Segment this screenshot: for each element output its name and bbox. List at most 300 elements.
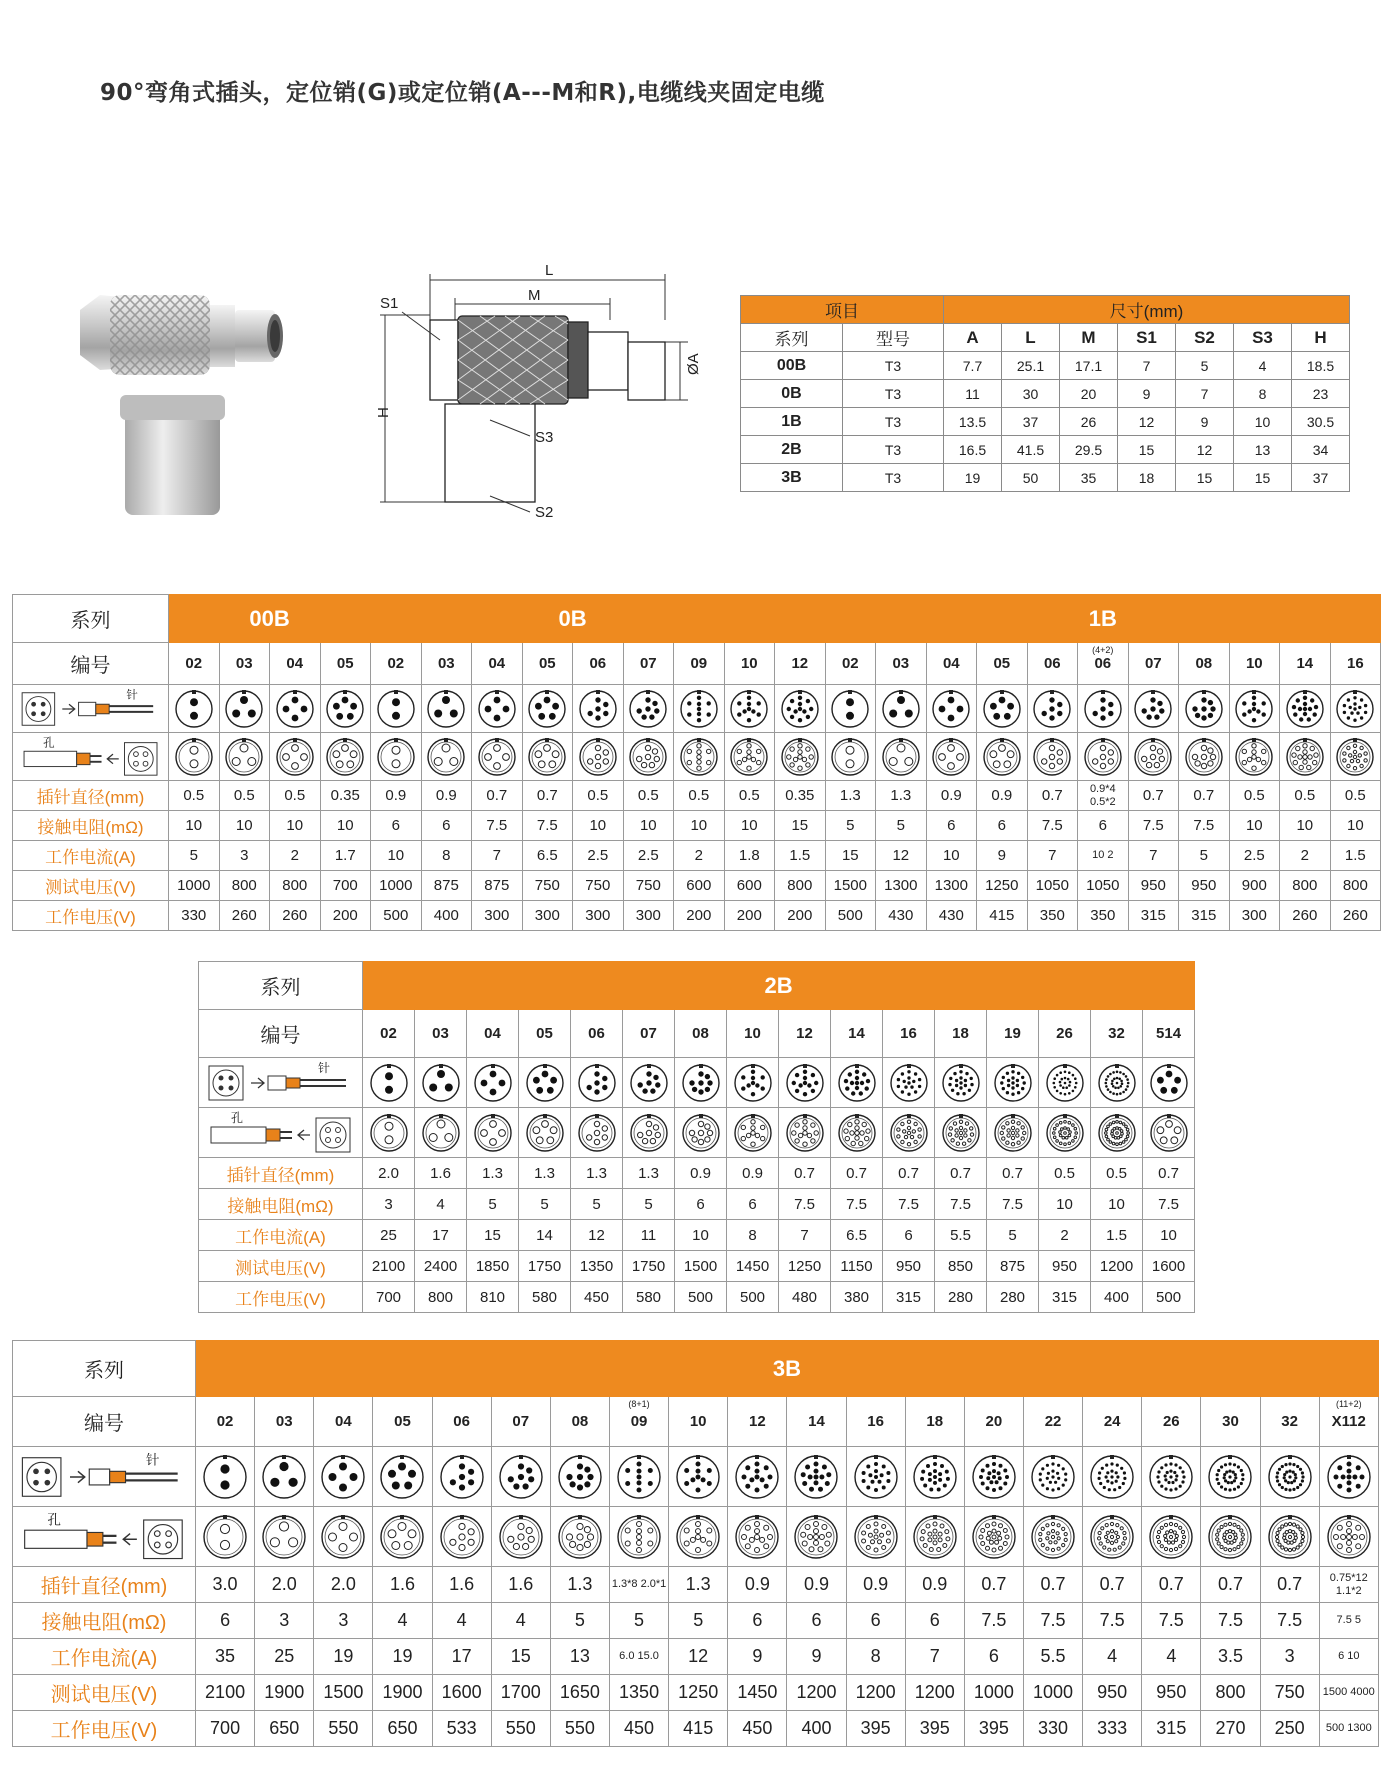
value-current: 7 — [1128, 841, 1179, 871]
pin-code-text: 04 — [942, 655, 960, 672]
pin-code-text: 04 — [488, 655, 506, 672]
pin-face-icon — [825, 685, 876, 733]
value-current: 2.5 — [1229, 841, 1280, 871]
value-test-voltage: 1150 — [831, 1251, 883, 1282]
pin-face-icon — [550, 1447, 609, 1507]
value-current: 1.5 — [1091, 1220, 1143, 1251]
value-current: 1.7 — [320, 841, 371, 871]
value-diameter: 0.5 — [1330, 781, 1381, 811]
dims-model: T3 — [843, 408, 944, 436]
hole-label: 孔 — [230, 1110, 243, 1125]
value-work-voltage: 500 — [825, 901, 876, 931]
value-work-voltage: 300 — [522, 901, 573, 931]
hole-face-icon — [674, 733, 725, 781]
value-resistance: 4 — [415, 1189, 467, 1220]
pin-face-icon — [831, 1058, 883, 1108]
value-current: 5 — [1179, 841, 1230, 871]
dims-series: 00B — [741, 352, 843, 380]
pin-face-icon — [964, 1447, 1023, 1507]
dims-value: 17.1 — [1060, 352, 1118, 380]
value-current: 8 — [846, 1639, 905, 1675]
value-work-voltage: 300 — [573, 901, 624, 931]
value-work-voltage: 315 — [1128, 901, 1179, 931]
pin-code — [728, 1397, 787, 1447]
value-diameter: 0.9 — [787, 1567, 846, 1603]
pin-code-text: 06 — [453, 1413, 470, 1430]
pin-code-text: 16 — [867, 1413, 884, 1430]
value-diameter: 2.0 — [363, 1158, 415, 1189]
value-resistance: 6 — [905, 1603, 964, 1639]
pin-code — [727, 1010, 779, 1058]
hole-face-icon — [883, 1108, 935, 1158]
value-diameter: 1.6 — [373, 1567, 432, 1603]
page-title: 90°弯角式插头，定位销(G)或定位销(A---M和R),电缆线夹固定电缆 — [100, 80, 825, 106]
value-current: 3 — [219, 841, 270, 871]
pin-code-text: 24 — [1103, 1413, 1121, 1430]
value-work-voltage: 260 — [1330, 901, 1381, 931]
value-work-voltage: 400 — [421, 901, 472, 931]
value-current: 2 — [674, 841, 725, 871]
dims-row — [741, 352, 1350, 380]
value-diameter: 0.7 — [779, 1158, 831, 1189]
value-diameter: 0.5 — [219, 781, 270, 811]
value-resistance: 7.5 — [1128, 811, 1179, 841]
value-test-voltage: 1850 — [467, 1251, 519, 1282]
value-test-voltage: 875 — [421, 871, 472, 901]
value-test-voltage: 800 — [775, 871, 826, 901]
value-resistance: 7.5 — [935, 1189, 987, 1220]
value-work-voltage: 300 — [623, 901, 674, 931]
pin-face-icon — [522, 685, 573, 733]
series-name — [775, 595, 826, 643]
value-resistance: 6 — [787, 1603, 846, 1639]
pin-code-text: 07 — [1144, 655, 1162, 672]
value-test-voltage: 1600 — [432, 1675, 491, 1711]
value-current: 4 — [1083, 1639, 1142, 1675]
pin-code-text: 05 — [336, 655, 354, 672]
pin-code-text: 06 — [1043, 655, 1061, 672]
pin-code — [831, 1010, 883, 1058]
value-current: 2 — [270, 841, 321, 871]
value-resistance: 10 — [573, 811, 624, 841]
pin-code-text: 32 — [1108, 1025, 1125, 1042]
hole-face-icon — [196, 1507, 255, 1567]
value-work-voltage: 315 — [1039, 1282, 1091, 1313]
value-current: 5 — [987, 1220, 1039, 1251]
hole-face-icon — [1023, 1507, 1082, 1567]
pin-face-icon — [775, 685, 826, 733]
hole-face-icon — [1330, 733, 1381, 781]
hole-face-icon — [1143, 1108, 1195, 1158]
pin-code — [373, 1397, 432, 1447]
hole-face-icon — [775, 733, 826, 781]
pin-code-text: 26 — [1056, 1025, 1073, 1042]
value-work-voltage: 260 — [219, 901, 270, 931]
hole-face-icon — [724, 733, 775, 781]
value-current: 7 — [1027, 841, 1078, 871]
hole-face-icon — [675, 1108, 727, 1158]
value-current: 5.5 — [935, 1220, 987, 1251]
value-current: 19 — [373, 1639, 432, 1675]
value-resistance: 7.5 — [964, 1603, 1023, 1639]
dims-value: 5 — [1176, 352, 1234, 380]
value-resistance: 6 — [421, 811, 472, 841]
value-current: 10 — [926, 841, 977, 871]
value-test-voltage: 1500 — [825, 871, 876, 901]
pin-face-icon — [1280, 685, 1331, 733]
value-work-voltage: 450 — [728, 1711, 787, 1747]
dims-value: 18 — [1118, 464, 1176, 492]
pin-code-text: 03 — [437, 655, 455, 672]
value-test-voltage: 750 — [522, 871, 573, 901]
value-diameter: 0.9 — [926, 781, 977, 811]
pin-code — [905, 1397, 964, 1447]
value-current: 2.5 — [623, 841, 674, 871]
row-label-current: 工作电流(A) — [13, 841, 169, 871]
value-work-voltage: 580 — [623, 1282, 675, 1313]
pin-code-text: 10 — [740, 655, 758, 672]
value-current: 6.5 — [522, 841, 573, 871]
value-diameter: 0.5 — [1280, 781, 1331, 811]
pin-face-icon — [727, 1058, 779, 1108]
pin-face-icon — [1229, 685, 1280, 733]
value-test-voltage: 1900 — [373, 1675, 432, 1711]
value-resistance: 6 — [728, 1603, 787, 1639]
value-test-voltage: 1000 — [1023, 1675, 1082, 1711]
value-test-voltage: 950 — [883, 1251, 935, 1282]
row-label-diameter: 插针直径(mm) — [13, 781, 169, 811]
code-label: 编号 — [13, 643, 169, 685]
value-resistance: 10 — [1229, 811, 1280, 841]
dims-col: H — [1292, 324, 1350, 352]
value-test-voltage: 950 — [1128, 871, 1179, 901]
value-resistance: 7.5 — [1201, 1603, 1260, 1639]
value-test-voltage: 1750 — [519, 1251, 571, 1282]
value-current: 2 — [1280, 841, 1331, 871]
dims-col: S2 — [1176, 324, 1234, 352]
pin-face-icon — [219, 685, 270, 733]
pin-face-icon — [623, 1058, 675, 1108]
value-resistance: 4 — [432, 1603, 491, 1639]
value-resistance: 3 — [314, 1603, 373, 1639]
hole-face-icon — [1083, 1507, 1142, 1567]
value-diameter: 0.5 — [270, 781, 321, 811]
pin-face-icon — [1023, 1447, 1082, 1507]
pin-code — [669, 1397, 728, 1447]
pin-code — [1143, 1010, 1195, 1058]
row-label-resistance: 接触电阻(mΩ) — [13, 811, 169, 841]
pin-face-icon — [787, 1447, 846, 1507]
hole-face-icon — [270, 733, 321, 781]
pin-face-icon — [255, 1447, 314, 1507]
dims-value: 30.5 — [1292, 408, 1350, 436]
dims-value: 29.5 — [1060, 436, 1118, 464]
value-diameter: 1.6 — [432, 1567, 491, 1603]
value-test-voltage: 700 — [320, 871, 371, 901]
value-work-voltage: 480 — [779, 1282, 831, 1313]
pin-code-text: 10 — [689, 1413, 707, 1430]
pin-code — [1027, 643, 1078, 685]
row-label-diameter: 插针直径(mm) — [13, 1567, 196, 1603]
value-work-voltage: 330 — [169, 901, 220, 931]
value-diameter: 0.9 — [675, 1158, 727, 1189]
pin-code — [472, 643, 523, 685]
pin-code-text: 18 — [926, 1413, 944, 1430]
value-test-voltage: 875 — [987, 1251, 1039, 1282]
value-test-voltage: 1700 — [491, 1675, 550, 1711]
value-work-voltage: 380 — [831, 1282, 883, 1313]
pin-code — [846, 1397, 905, 1447]
value-resistance: 4 — [373, 1603, 432, 1639]
pin-code — [623, 1010, 675, 1058]
pin-face-icon — [675, 1058, 727, 1108]
value-diameter: 0.7 — [987, 1158, 1039, 1189]
value-resistance: 10 — [1280, 811, 1331, 841]
dims-value: 41.5 — [1002, 436, 1060, 464]
pin-code — [1091, 1010, 1143, 1058]
pin-code — [674, 643, 725, 685]
dims-col: S1 — [1118, 324, 1176, 352]
pin-face-icon — [415, 1058, 467, 1108]
dims-col: L — [1002, 324, 1060, 352]
value-diameter: 0.9 — [727, 1158, 779, 1189]
value-test-voltage: 900 — [1229, 871, 1280, 901]
hole-face-icon — [421, 733, 472, 781]
pin-code-text: 10 — [744, 1025, 761, 1042]
dims-value: 35 — [1060, 464, 1118, 492]
value-diameter: 1.3 — [550, 1567, 609, 1603]
value-test-voltage: 1600 — [1143, 1251, 1195, 1282]
hole-label: 孔 — [42, 736, 55, 749]
value-test-voltage: 850 — [935, 1251, 987, 1282]
code-sup: (11+2) — [1335, 1399, 1362, 1409]
value-current: 7 — [779, 1220, 831, 1251]
value-work-voltage: 700 — [363, 1282, 415, 1313]
pin-code — [491, 1397, 550, 1447]
value-work-voltage: 650 — [255, 1711, 314, 1747]
value-test-voltage: 1200 — [787, 1675, 846, 1711]
value-current: 25 — [363, 1220, 415, 1251]
hole-face-icon — [363, 1108, 415, 1158]
pin-code — [1142, 1397, 1201, 1447]
pin-code-text: 14 — [808, 1413, 825, 1430]
hole-face-icon — [169, 733, 220, 781]
value-test-voltage: 1300 — [876, 871, 927, 901]
hole-face-icon — [314, 1507, 373, 1567]
pin-code — [935, 1010, 987, 1058]
value-test-voltage: 1350 — [609, 1675, 668, 1711]
hole-face-icon — [573, 733, 624, 781]
value-work-voltage: 550 — [550, 1711, 609, 1747]
pin-face-icon — [1091, 1058, 1143, 1108]
dims-value: 11 — [944, 380, 1002, 408]
pin-code — [519, 1010, 571, 1058]
pin-code — [1128, 643, 1179, 685]
value-resistance: 3 — [363, 1189, 415, 1220]
value-work-voltage: 500 — [371, 901, 422, 931]
value-diameter: 0.5 — [169, 781, 220, 811]
pin-code-text: 12 — [748, 1413, 766, 1430]
value-work-voltage: 333 — [1083, 1711, 1142, 1747]
value-current: 6.0 15.0 — [609, 1639, 668, 1675]
pin-face-icon — [1319, 1447, 1378, 1507]
value-diameter: 0.7 — [1128, 781, 1179, 811]
pin-face-icon — [728, 1447, 787, 1507]
pin-code-text: 19 — [1004, 1025, 1021, 1042]
pin-code-text: 04 — [335, 1413, 352, 1430]
pin-face-icon — [363, 1058, 415, 1108]
dims-value: 25.1 — [1002, 352, 1060, 380]
hole-face-icon — [1091, 1108, 1143, 1158]
pin-code — [609, 1397, 668, 1447]
dims-model: T3 — [843, 464, 944, 492]
pin-face-icon — [1201, 1447, 1260, 1507]
hole-face-icon — [371, 733, 422, 781]
hole-face-icon — [905, 1507, 964, 1567]
pin-code-text: 14 — [1296, 655, 1314, 672]
pin-face-icon — [987, 1058, 1039, 1108]
pin-face-icon — [1027, 685, 1078, 733]
dimensions-table — [740, 295, 1350, 492]
pin-code — [779, 1010, 831, 1058]
value-current: 6 10 — [1319, 1639, 1378, 1675]
pin-code — [432, 1397, 491, 1447]
pin-code-text: 03 — [235, 655, 253, 672]
value-resistance: 7.5 — [1142, 1603, 1201, 1639]
hole-face-icon — [1260, 1507, 1319, 1567]
pin-code — [724, 643, 775, 685]
value-current: 10 — [371, 841, 422, 871]
dims-col: A — [944, 324, 1002, 352]
series-name: 1B — [825, 595, 1381, 643]
pin-code-text: 20 — [985, 1413, 1003, 1430]
dims-row — [741, 436, 1350, 464]
value-test-voltage: 1200 — [1091, 1251, 1143, 1282]
row-label-work-voltage: 工作电压(V) — [199, 1282, 363, 1313]
value-work-voltage: 400 — [787, 1711, 846, 1747]
value-work-voltage: 550 — [314, 1711, 373, 1747]
value-resistance: 5 — [550, 1603, 609, 1639]
dims-col: S3 — [1234, 324, 1292, 352]
value-work-voltage: 200 — [674, 901, 725, 931]
pin-code — [987, 1010, 1039, 1058]
value-current: 17 — [432, 1639, 491, 1675]
dims-value: 13 — [1234, 436, 1292, 464]
hole-face-icon — [623, 1108, 675, 1158]
value-diameter: 0.7 — [472, 781, 523, 811]
label-S1: S1 — [380, 295, 399, 312]
value-resistance: 10 — [674, 811, 725, 841]
pin-code — [169, 643, 220, 685]
value-resistance: 10 — [1039, 1189, 1091, 1220]
value-work-voltage: 500 — [727, 1282, 779, 1313]
spec-table-3b — [12, 1340, 1379, 1747]
pin-code-text: 14 — [848, 1025, 865, 1042]
value-diameter: 0.7 — [831, 1158, 883, 1189]
pin-code — [571, 1010, 623, 1058]
pin-code-text: 03 — [275, 1413, 293, 1430]
code-sup: (4+2) — [1092, 645, 1114, 655]
pin-code — [522, 643, 573, 685]
value-resistance: 15 — [775, 811, 826, 841]
dims-value: 15 — [1118, 436, 1176, 464]
pin-code — [977, 643, 1028, 685]
value-test-voltage: 950 — [1039, 1251, 1091, 1282]
pin-face-icon — [371, 685, 422, 733]
value-work-voltage: 300 — [1229, 901, 1280, 931]
label-S3: S3 — [535, 429, 554, 446]
hole-face-icon — [779, 1108, 831, 1158]
pin-code-text: 07 — [512, 1413, 530, 1430]
pin-code-text: 26 — [1162, 1413, 1180, 1430]
value-test-voltage: 1000 — [169, 871, 220, 901]
value-test-voltage: 1250 — [977, 871, 1028, 901]
row-label-test-voltage: 测试电压(V) — [13, 1675, 196, 1711]
value-resistance: 6 — [926, 811, 977, 841]
hole-face-icon — [728, 1507, 787, 1567]
value-test-voltage: 750 — [573, 871, 624, 901]
pin-face-icon — [1143, 1058, 1195, 1108]
pin-legend — [13, 1447, 196, 1507]
pin-face-icon — [320, 685, 371, 733]
value-work-voltage: 415 — [977, 901, 1028, 931]
value-resistance: 7.5 — [1260, 1603, 1319, 1639]
value-diameter: 0.5 — [1039, 1158, 1091, 1189]
value-current: 1.8 — [724, 841, 775, 871]
dims-series: 3B — [741, 464, 843, 492]
hole-face-icon — [669, 1507, 728, 1567]
value-test-voltage: 950 — [1142, 1675, 1201, 1711]
dims-value: 7 — [1176, 380, 1234, 408]
row-label-work-voltage: 工作电压(V) — [13, 901, 169, 931]
dims-value: 7.7 — [944, 352, 1002, 380]
value-diameter: 0.35 — [775, 781, 826, 811]
pin-face-icon — [883, 1058, 935, 1108]
value-diameter: 0.9 — [728, 1567, 787, 1603]
value-work-voltage: 315 — [883, 1282, 935, 1313]
hole-face-icon — [522, 733, 573, 781]
value-test-voltage: 2400 — [415, 1251, 467, 1282]
hole-face-icon — [831, 1108, 883, 1158]
pin-code — [825, 643, 876, 685]
hole-legend — [199, 1108, 363, 1158]
pin-code — [196, 1397, 255, 1447]
pin-code — [876, 643, 927, 685]
pin-code-text: 03 — [892, 655, 910, 672]
value-work-voltage: 430 — [876, 901, 927, 931]
value-resistance: 5 — [467, 1189, 519, 1220]
series-name: 00B — [169, 595, 371, 643]
value-current: 2.5 — [573, 841, 624, 871]
value-resistance: 5 — [623, 1189, 675, 1220]
hole-face-icon — [1179, 733, 1230, 781]
value-diameter: 1.3 — [571, 1158, 623, 1189]
value-test-voltage: 800 — [219, 871, 270, 901]
pin-face-icon — [421, 685, 472, 733]
code-label: 编号 — [13, 1397, 196, 1447]
series-label: 系列 — [13, 1341, 196, 1397]
dims-value: 19 — [944, 464, 1002, 492]
value-work-voltage: 800 — [415, 1282, 467, 1313]
value-test-voltage: 750 — [623, 871, 674, 901]
row-label-test-voltage: 测试电压(V) — [199, 1251, 363, 1282]
pin-code-text: 05 — [993, 655, 1011, 672]
pin-code — [270, 643, 321, 685]
pin-face-icon — [314, 1447, 373, 1507]
pin-face-icon — [169, 685, 220, 733]
value-current: 6 — [964, 1639, 1023, 1675]
dims-series: 1B — [741, 408, 843, 436]
